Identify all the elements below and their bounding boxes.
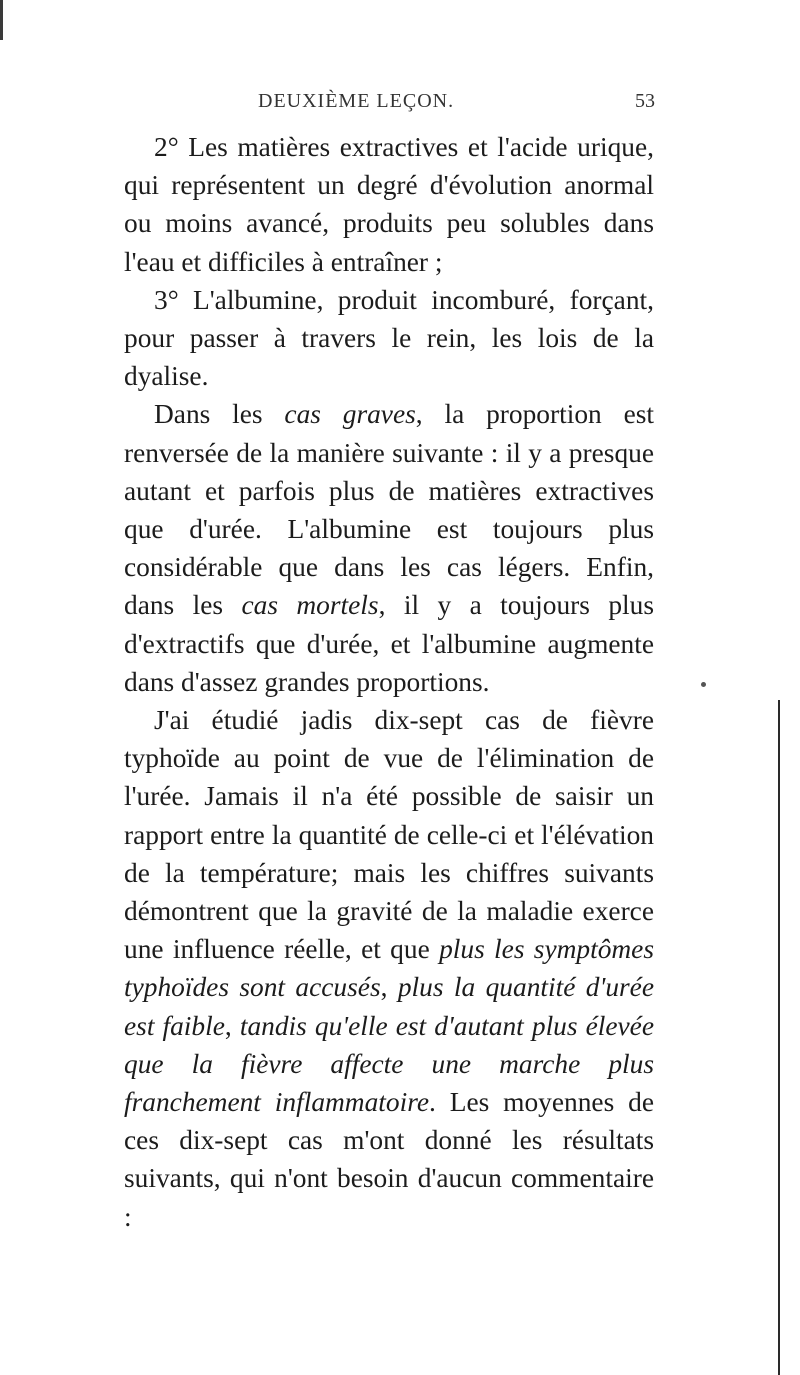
p4-text-a: J'ai étudié jadis dix-sept cas de fièvre typhoïde au point de vue de l'élimination de l'urée. Jamais il n'a été possible de saisir un rapport entre la quantité de celle-ci et l'élévation de la température; mais les chiffres suivants démontrent que la gravité de la maladie exerce une influence réelle, et que: [124, 705, 654, 965]
p4-italic-symptomes: plus les symptômes typhoïdes sont accusés: [124, 934, 654, 1003]
p4-text-e: ,: [224, 1010, 240, 1041]
paragraph-4: [124, 701, 654, 1236]
p4-text-g: . Les moyennes de ces dix-sept cas m'ont donné les résultats suivants, qui n'ont besoin d'aucun commentaire :: [124, 1087, 654, 1232]
p4-text-c: ,: [380, 972, 398, 1003]
scan-edge-right: [778, 700, 780, 1375]
body-text: [124, 128, 654, 1236]
p3-italic-cas-graves: cas graves: [284, 399, 416, 430]
scan-edge-top: [0, 0, 3, 40]
paragraph-1: 2° Les matières extractives et l'acide urique, qui représentent un degré d'évolution anormal ou moins avancé, produits peu solubles dans l'eau et difficiles à entraîner ;: [124, 132, 654, 277]
p4-italic-uree: plus la quantité d'urée est faible: [124, 972, 654, 1041]
paragraph-2: 3° L'albumine, produit incomburé, forçant, pour passer à travers le rein, les lois de la dyalise.: [124, 284, 654, 392]
p3-italic-cas-mortels: cas mortels: [241, 590, 379, 621]
page-number: 53: [635, 90, 655, 112]
p3-text-a: Dans les: [154, 399, 285, 430]
p4-italic-fievre: tandis qu'elle est d'autant plus élevée que la fièvre affecte une marche plus franchement inflammatoire: [124, 1010, 655, 1118]
running-header: [258, 90, 655, 113]
margin-dot: [701, 682, 706, 687]
paragraph-3: [124, 395, 654, 701]
header-title: DEUXIÈME LEÇON.: [258, 90, 455, 112]
p3-text-e: , il y a toujours plus d'extractifs que d'urée, et l'albumine augmente dans d'assez grandes proportions.: [124, 590, 654, 697]
p3-text-c: , la proportion est renversée de la manière suivante : il y a presque autant et parfois plus de matières extractives que d'urée. L'albumine est toujours plus considérable que dans les cas légers. Enfin, dans les: [124, 399, 654, 621]
